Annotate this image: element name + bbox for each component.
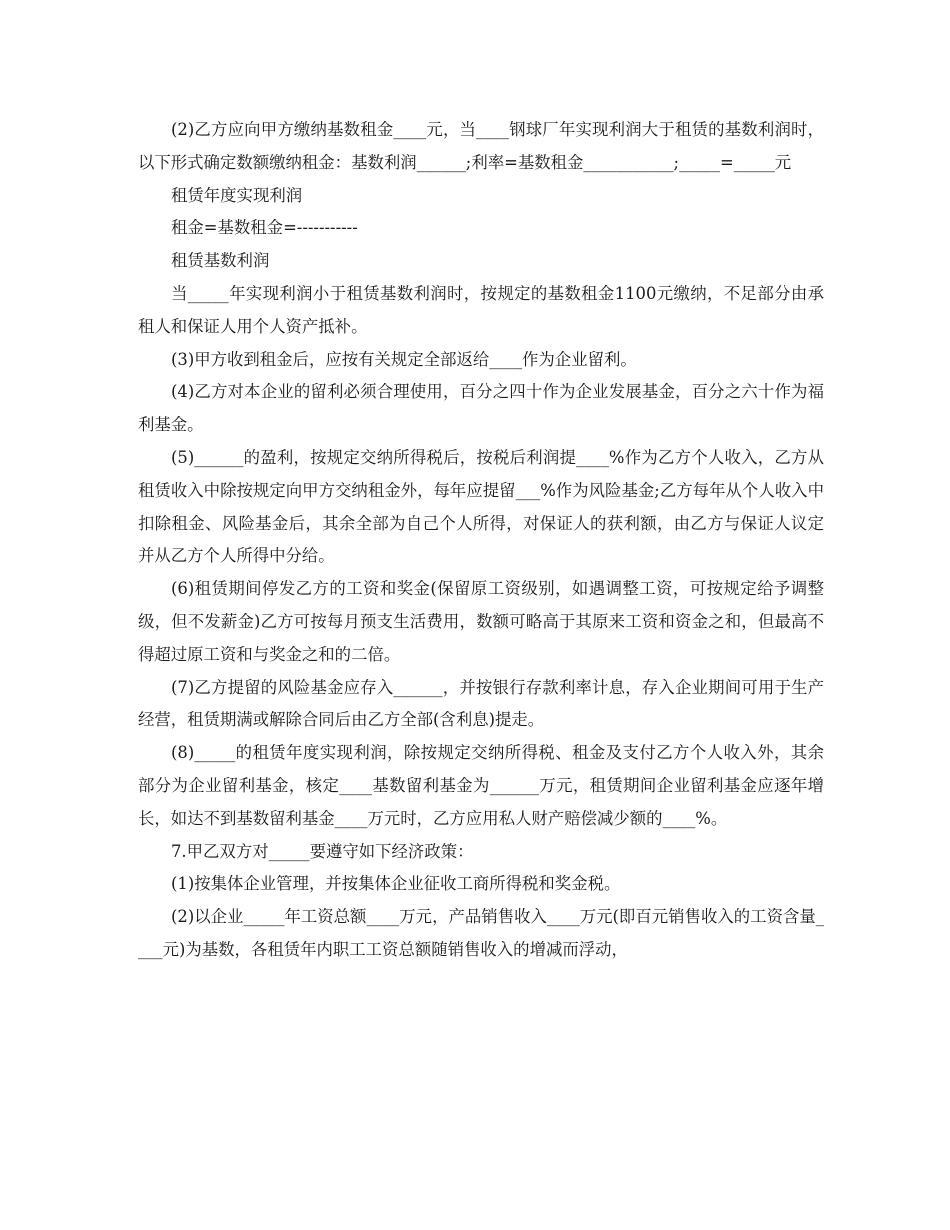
paragraph-rent-clause-7: (7)乙方提留的风险基金应存入______，并按银行存款利率计息，存入企业期间可用于生产经营，租赁期满或解除合同后由乙方全部(含利息)提走。 bbox=[138, 677, 824, 730]
paragraph-rent-clause-5: (5)______的盈利，按规定交纳所得税后，按税后利润提____%作为乙方个人收入，乙方从租赁收入中除按规定向甲方交纳租金外，每年应提留___%作为风险基金;乙方每年从个人收入中扣除租金、风险基金后，其余全部为自己个人所得，对保证人的获利额，由乙方与保证人议定并从乙方个人所得中分给。 bbox=[138, 447, 824, 566]
paragraph-policy-1: (1)按集体企业管理，并按集体企业征收工商所得税和奖金税。 bbox=[171, 874, 621, 894]
paragraph-profit-shortfall: 当_____年实现利润小于租赁基数利润时，按规定的基数租金1100元缴纳，不足部分由承租人和保证人用个人资产抵补。 bbox=[138, 283, 824, 336]
paragraph-rent-clause-2: (2)乙方应向甲方缴纳基数租金____元，当____钢球厂年实现利润大于租赁的基数利润时，以下形式确定数额缴纳租金：基数利润______;利率=基数租金___________;_____=_____元 bbox=[138, 120, 824, 172]
paragraph-policy-2: (2)以企业_____年工资总额____万元，产品销售收入____万元(即百元销售收入的工资含量____元)为基数，各租赁年内职工工资总额随销售收入的增减而浮动， bbox=[138, 907, 824, 959]
section-heading-7: 7.甲乙双方对_____要遵守如下经济政策： bbox=[171, 841, 474, 861]
formula-denominator: 租赁基数利润 bbox=[171, 251, 270, 271]
formula-rent: 租金=基数租金=----------- bbox=[171, 218, 358, 238]
paragraph-rent-clause-8: (8)_____的租赁年度实现利润，除按规定交纳所得税、租金及支付乙方个人收入外，其余部分为企业留利基金，核定____基数留利基金为______万元，租赁期间企业留利基金应逐年增长，如达不到基数留利基金____万元时，乙方应用私人财产赔偿减少额的____%。 bbox=[138, 743, 824, 828]
formula-numerator: 租赁年度实现利润 bbox=[171, 185, 303, 205]
document-page bbox=[138, 114, 824, 967]
paragraph-rent-clause-6: (6)租赁期间停发乙方的工资和奖金(保留原工资级别，如遇调整工资，可按规定给予调整级，但不发薪金)乙方可按每月预支生活费用，数额可略高于其原来工资和资金之和，但最高不得超过原工资和与奖金之和的二倍。 bbox=[138, 579, 824, 664]
paragraph-rent-clause-4: (4)乙方对本企业的留利必须合理使用，百分之四十作为企业发展基金，百分之六十作为福利基金。 bbox=[138, 382, 824, 435]
paragraph-rent-clause-3: (3)甲方收到租金后，应按有关规定全部返给____作为企业留利。 bbox=[171, 349, 637, 369]
